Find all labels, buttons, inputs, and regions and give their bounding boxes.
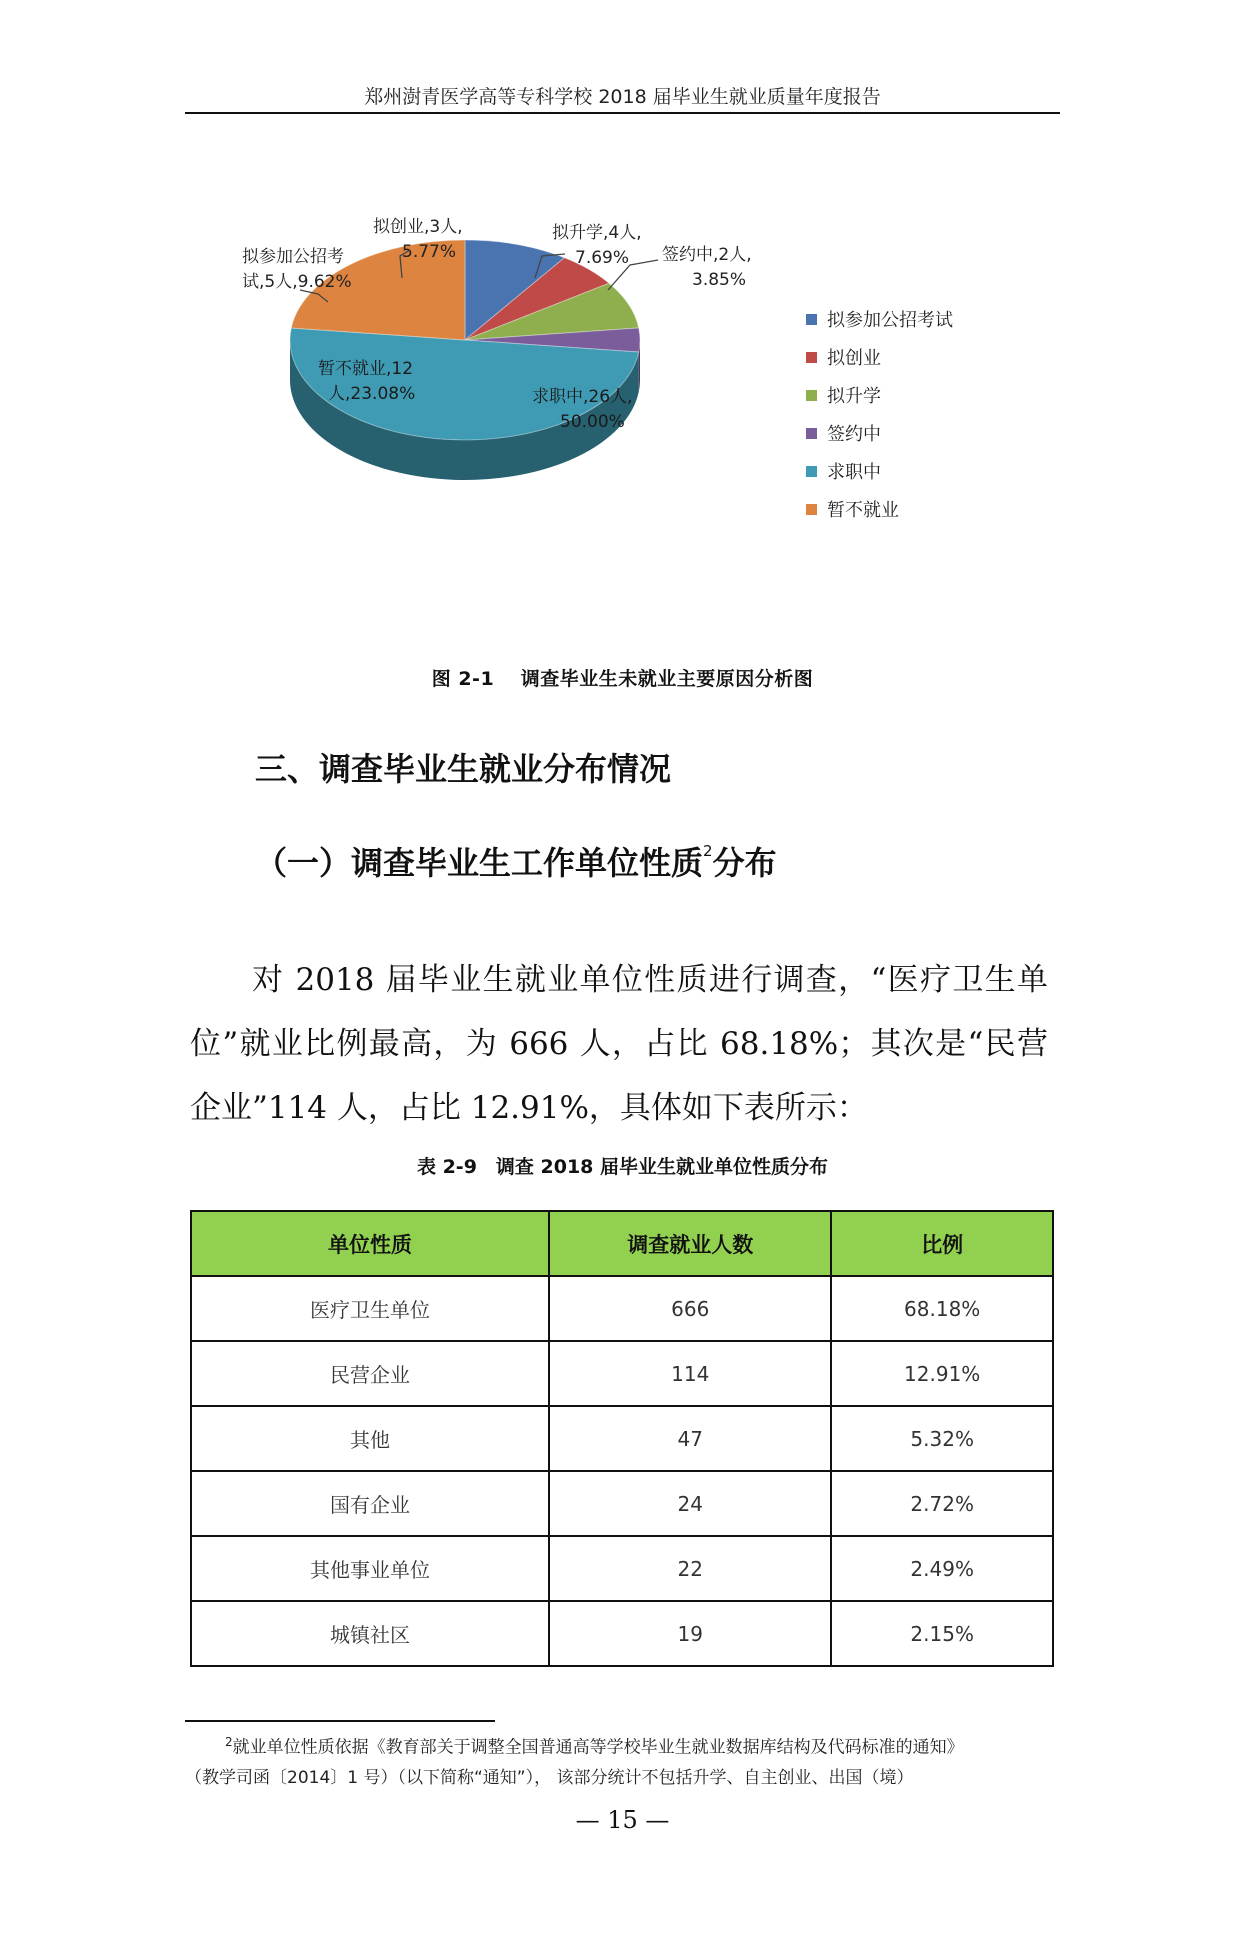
cell-type: 其他	[191, 1406, 549, 1471]
cell-ratio: 68.18%	[831, 1276, 1053, 1341]
legend-swatch	[806, 314, 817, 325]
subsection-heading-tail: 分布	[712, 844, 777, 882]
cell-type: 城镇社区	[191, 1601, 549, 1666]
legend-label: 拟参加公招考试	[827, 310, 953, 331]
footnote-line	[185, 1727, 1065, 1763]
footnote-reference[interactable]: 2	[703, 842, 713, 861]
label-chuangye-line1: 拟创业,3人,	[373, 217, 463, 237]
column-header: 比例	[831, 1211, 1053, 1276]
label-shengxue-line2: 7.69%	[575, 248, 630, 268]
legend-swatch	[806, 504, 817, 515]
table-header-row	[191, 1211, 1053, 1276]
label-zanbu-line2: 人,23.08%	[328, 384, 416, 404]
footnote-mark: 2	[225, 1735, 233, 1749]
subsection-heading	[255, 838, 777, 884]
label-qianyue-line2: 3.85%	[692, 270, 747, 290]
cell-type: 医疗卫生单位	[191, 1276, 549, 1341]
cell-type: 国有企业	[191, 1471, 549, 1536]
label-gongzhao-line1: 拟参加公招考	[242, 247, 344, 267]
cell-count: 19	[549, 1601, 831, 1666]
legend-label: 求职中	[827, 462, 881, 483]
page-number: — 15 —	[575, 1806, 670, 1834]
label-qiuzhi-line1: 求职中,26人,	[532, 387, 633, 407]
footnote-text: （教学司函〔2014〕1 号）（以下简称“通知”）， 该部分统计不包括升学、自主创业、出国（境）	[185, 1767, 914, 1788]
legend-item	[806, 452, 953, 490]
table-caption: 表 2-9 调查 2018 届毕业生就业单位性质分布	[416, 1156, 829, 1178]
footnote	[185, 1727, 1065, 1793]
legend-label: 签约中	[827, 424, 881, 445]
legend-swatch	[806, 352, 817, 363]
footnote-line	[185, 1763, 1065, 1793]
section-heading: 三、调查毕业生就业分布情况	[255, 750, 672, 788]
cell-ratio: 12.91%	[831, 1341, 1053, 1406]
cell-count: 24	[549, 1471, 831, 1536]
label-zanbu-line1: 暂不就业,12	[318, 359, 414, 379]
body-paragraph: 对 2018 届毕业生就业单位性质进行调查，“医疗卫生单位”就业比例最高，为 666 人，占比 68.18%；其次是“民营企业”114 人，占比 12.91%，具体如下表所示：	[190, 962, 1048, 1126]
cell-ratio: 2.15%	[831, 1601, 1053, 1666]
employer-type-table	[190, 1210, 1054, 1667]
header-rule	[185, 112, 1060, 114]
chart-legend	[806, 300, 953, 528]
cell-ratio: 5.32%	[831, 1406, 1053, 1471]
column-header: 调查就业人数	[549, 1211, 831, 1276]
table-row	[191, 1471, 1053, 1536]
table-row	[191, 1341, 1053, 1406]
cell-count: 666	[549, 1276, 831, 1341]
cell-type: 民营企业	[191, 1341, 549, 1406]
footnote-rule	[185, 1720, 495, 1722]
column-header: 单位性质	[191, 1211, 549, 1276]
running-header: 郑州澍青医学高等专科学校 2018 届毕业生就业质量年度报告	[364, 86, 881, 108]
cell-count: 47	[549, 1406, 831, 1471]
legend-label: 拟升学	[827, 386, 881, 407]
table-row	[191, 1406, 1053, 1471]
cell-type: 其他事业单位	[191, 1536, 549, 1601]
label-shengxue-line1: 拟升学,4人,	[552, 223, 642, 243]
legend-item	[806, 414, 953, 452]
footnote-text: 就业单位性质依据《教育部关于调整全国普通高等学校毕业生就业数据库结构及代码标准的通知》	[232, 1737, 964, 1758]
legend-swatch	[806, 390, 817, 401]
table-row	[191, 1601, 1053, 1666]
cell-ratio: 2.49%	[831, 1536, 1053, 1601]
legend-item	[806, 376, 953, 414]
legend-label: 暂不就业	[827, 500, 899, 521]
table-row	[191, 1536, 1053, 1601]
cell-ratio: 2.72%	[831, 1471, 1053, 1536]
legend-swatch	[806, 466, 817, 477]
label-qianyue-line1: 签约中,2人,	[662, 245, 752, 265]
label-qiuzhi-line2: 50.00%	[560, 412, 625, 432]
legend-label: 拟创业	[827, 348, 881, 369]
cell-count: 114	[549, 1341, 831, 1406]
cell-count: 22	[549, 1536, 831, 1601]
pie-chart	[230, 190, 790, 590]
label-gongzhao-line2: 试,5人,9.62%	[242, 272, 352, 292]
legend-swatch	[806, 428, 817, 439]
table-row	[191, 1276, 1053, 1341]
legend-item	[806, 490, 953, 528]
subsection-heading-text: （一）调查毕业生工作单位性质	[255, 844, 704, 882]
label-chuangye-line2: 5.77%	[402, 242, 457, 262]
legend-item	[806, 300, 953, 338]
legend-item	[806, 338, 953, 376]
figure-caption: 图 2-1 调查毕业生未就业主要原因分析图	[431, 668, 814, 690]
